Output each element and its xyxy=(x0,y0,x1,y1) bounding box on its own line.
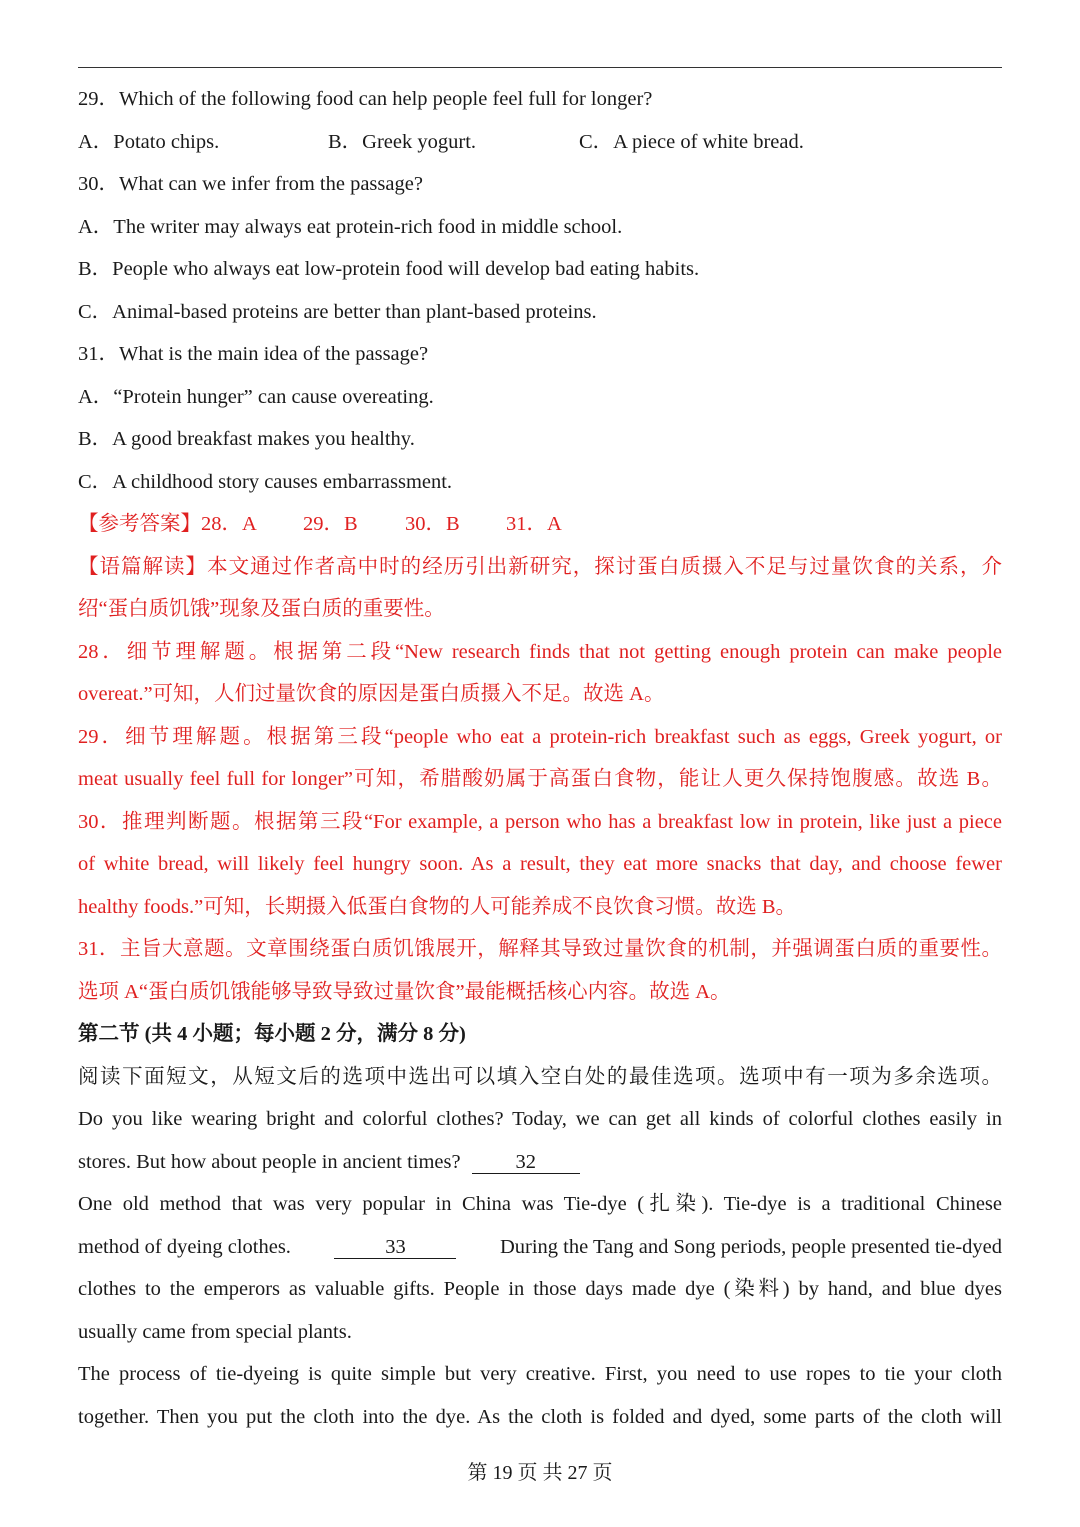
page-number: 第 19 页 共 27 页 xyxy=(467,1462,613,1484)
passage-paragraph-2-cont xyxy=(78,1226,1002,1269)
passage-paragraph-2: One old method that was very popular in China was Tie-dye (扎染). Tie-dye is a traditional Chinese xyxy=(78,1193,1002,1215)
answer-30: 30．B xyxy=(405,513,460,535)
blank-33: 33 xyxy=(334,1236,456,1259)
explanation-30-cont: healthy foods.”可知，长期摄入低蛋白食物的人可能养成不良饮食习惯。故选 B。 xyxy=(78,895,797,918)
q31-option-c: C．A childhood story causes embarrassment. xyxy=(78,470,453,493)
section-instruction: 阅读下面短文，从短文后的选项中选出可以填入空白处的最佳选项。选项中有一项为多余选项。 xyxy=(78,1065,1002,1088)
explanation-28-cont: overeat.”可知，人们过量饮食的原因是蛋白质摄入不足。故选 A。 xyxy=(78,683,665,705)
q29-option-a: A．Potato chips. xyxy=(78,130,220,153)
explanation-31: 31．主旨大意题。文章围绕蛋白质饥饿展开，解释其导致过量饮食的机制，并强调蛋白质的重要性。 xyxy=(78,938,1002,960)
answer-28: 28．A xyxy=(201,513,257,535)
q30-option-c: C．Animal-based proteins are better than plant-based proteins. xyxy=(78,300,597,323)
q29-stem: 29．Which of the following food can help people feel full for longer? xyxy=(78,88,653,110)
q29-options xyxy=(78,121,1002,164)
q31-option-b: B．A good breakfast makes you healthy. xyxy=(78,428,415,450)
passage-paragraph-1-cont xyxy=(78,1141,1002,1184)
q30-option-b: B．People who always eat low-protein food will develop bad eating habits. xyxy=(78,258,700,280)
answer-key-label: 【参考答案】 xyxy=(78,513,201,535)
passage-paragraph-3-cont: together. Then you put the cloth into the dye. As the cloth is folded and dyed, some parts of the cloth will xyxy=(78,1405,1002,1428)
blank-32: 32 xyxy=(472,1151,580,1174)
passage-text: stores. But how about people in ancient times? xyxy=(78,1150,461,1173)
q31-option-a: A．“Protein hunger” can cause overeating. xyxy=(78,385,434,408)
explanation-29-cont: meat usually feel full for longer”可知，希腊酸奶属于高蛋白食物，能让人更久保持饱腹感。故选 B。 xyxy=(78,768,1002,790)
passage-paragraph-3: The process of tie-dyeing is quite simple but very creative. First, you need to use ropes to tie your cloth xyxy=(78,1363,1002,1385)
passage-paragraph-2-cont: usually came from special plants. xyxy=(78,1320,352,1343)
passage-paragraph-1: Do you like wearing bright and colorful clothes? Today, we can get all kinds of colorful clothes easily in xyxy=(78,1108,1002,1130)
explanation-29: 29．细节理解题。根据第三段“people who eat a protein-rich breakfast such as eggs, Greek yogurt, or xyxy=(78,725,1002,748)
explanation-30: 30．推理判断题。根据第三段“For example, a person who has a breakfast low in protein, like just a piece xyxy=(78,810,1002,833)
reading-analysis-line: 绍“蛋白质饥饿”现象及蛋白质的重要性。 xyxy=(78,598,445,620)
passage-paragraph-2-cont: clothes to the emperors as valuable gifts. People in those days made dye (染料) by hand, and blue dyes xyxy=(78,1278,1002,1300)
explanation-30-cont: of white bread, will likely feel hungry soon. As a result, they eat more snacks that day, and choose fewer xyxy=(78,853,1002,875)
q29-option-b: B．Greek yogurt. xyxy=(328,130,477,153)
answer-31: 31．A xyxy=(506,513,562,535)
page-content xyxy=(78,78,1002,1438)
q30-option-a: A．The writer may always eat protein-rich food in middle school. xyxy=(78,215,623,238)
answer-key xyxy=(78,503,1002,546)
section-title: 第二节 (共 4 小题；每小题 2 分，满分 8 分) xyxy=(78,1023,466,1045)
passage-text: method of dyeing clothes. xyxy=(78,1235,291,1258)
reading-analysis-line: 【语篇解读】本文通过作者高中时的经历引出新研究，探讨蛋白质摄入不足与过量饮食的关系，介 xyxy=(78,555,1002,578)
answer-29: 29．B xyxy=(303,513,358,535)
q31-stem: 31．What is the main idea of the passage? xyxy=(78,343,429,365)
explanation-31-cont: 选项 A“蛋白质饥饿能够导致导致过量饮食”最能概括核心内容。故选 A。 xyxy=(78,980,731,1003)
q29-option-c: C．A piece of white bread. xyxy=(579,130,804,153)
header-rule xyxy=(78,67,1002,68)
q30-stem: 30．What can we infer from the passage? xyxy=(78,173,423,195)
passage-text: During the Tang and Song periods, people presented tie-dyed xyxy=(499,1235,1002,1258)
explanation-28: 28．细节理解题。根据第二段“New research finds that not getting enough protein can make people xyxy=(78,640,1002,663)
